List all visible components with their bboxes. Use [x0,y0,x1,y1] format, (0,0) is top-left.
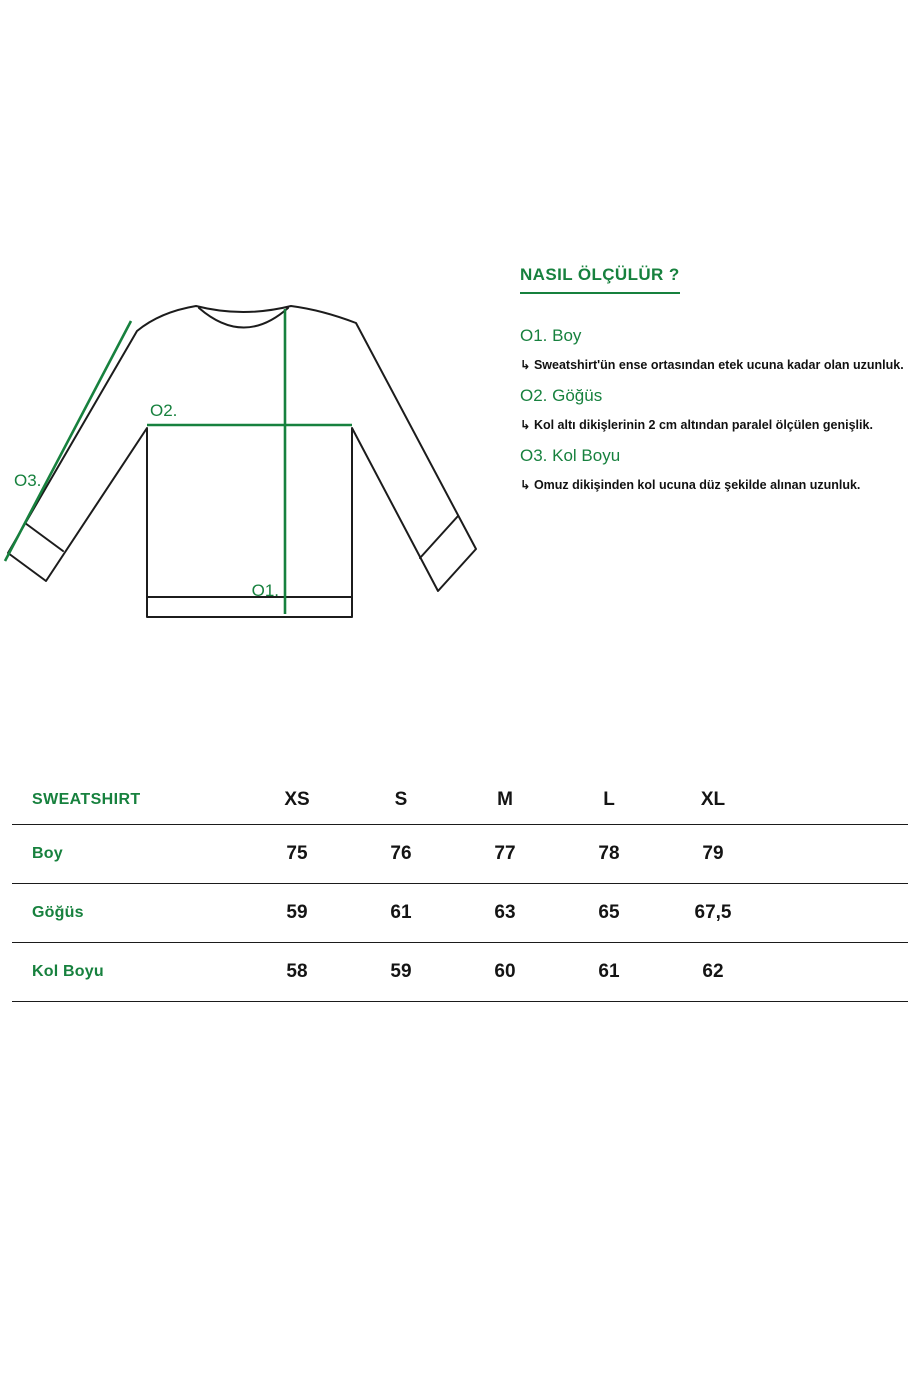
left-cuff-seam [25,523,63,551]
diagram-label-o3: O3. [14,471,42,490]
boy-xl: 79 [702,843,724,864]
kolboyu-s: 59 [390,961,412,982]
gogus-s: 61 [390,902,412,923]
table-row-kol-boyu [12,943,908,1002]
table-row-boy [12,825,908,884]
size-header-l: L [603,789,615,810]
size-table [12,776,908,1002]
measure-desc-kol-boyu: ↳ Omuz dikişinden kol ucuna düz şekilde alınan uzunluk. [520,478,861,492]
sweatshirt-diagram [0,285,500,630]
how-to-measure-section [520,0,920,540]
collar-ribbing [199,308,288,328]
gogus-l: 65 [598,902,620,923]
measure-desc-boy: ↳ Sweatshirt'ün ense ortasından etek ucuna kadar olan uzunluk. [520,358,904,372]
measure-desc-gogus: ↳ Kol altı dikişlerinin 2 cm altından paralel ölçülen genişlik. [520,418,873,432]
size-table-header-row [12,776,908,825]
kolboyu-m: 60 [494,961,516,982]
boy-m: 77 [494,843,516,864]
diagram-label-o2: O2. [150,401,178,420]
kolboyu-xl: 62 [702,961,724,982]
measure-line-o3 [5,321,131,561]
right-cuff-seam [420,516,458,558]
product-name: SWEATSHIRT [32,791,141,808]
measure-heading-gogus: O2. Göğüs [520,386,603,405]
sweatshirt-silhouette [8,306,476,617]
boy-s: 76 [390,843,412,864]
sweatshirt-outline-svg [0,285,500,630]
measure-heading-boy: O1. Boy [520,326,582,345]
row-label-gogus: Göğüs [32,904,84,921]
row-label-kol-boyu: Kol Boyu [32,963,104,980]
size-header-xs: XS [284,789,310,810]
size-header-s: S [394,789,408,810]
kolboyu-l: 61 [598,961,620,982]
gogus-m: 63 [494,902,516,923]
row-label-boy: Boy [32,845,63,862]
size-header-m: M [497,789,513,810]
gogus-xs: 59 [286,902,308,923]
boy-xs: 75 [286,843,308,864]
table-row-gogus [12,884,908,943]
boy-l: 78 [598,843,620,864]
size-header-xl: XL [700,789,726,810]
diagram-label-o1: O1. [251,581,279,600]
gogus-xl: 67,5 [694,902,732,923]
kolboyu-xs: 58 [286,961,308,982]
measure-heading-kol-boyu: O3. Kol Boyu [520,446,621,465]
how-to-measure-title: NASIL ÖLÇÜLÜR ? [520,265,680,294]
